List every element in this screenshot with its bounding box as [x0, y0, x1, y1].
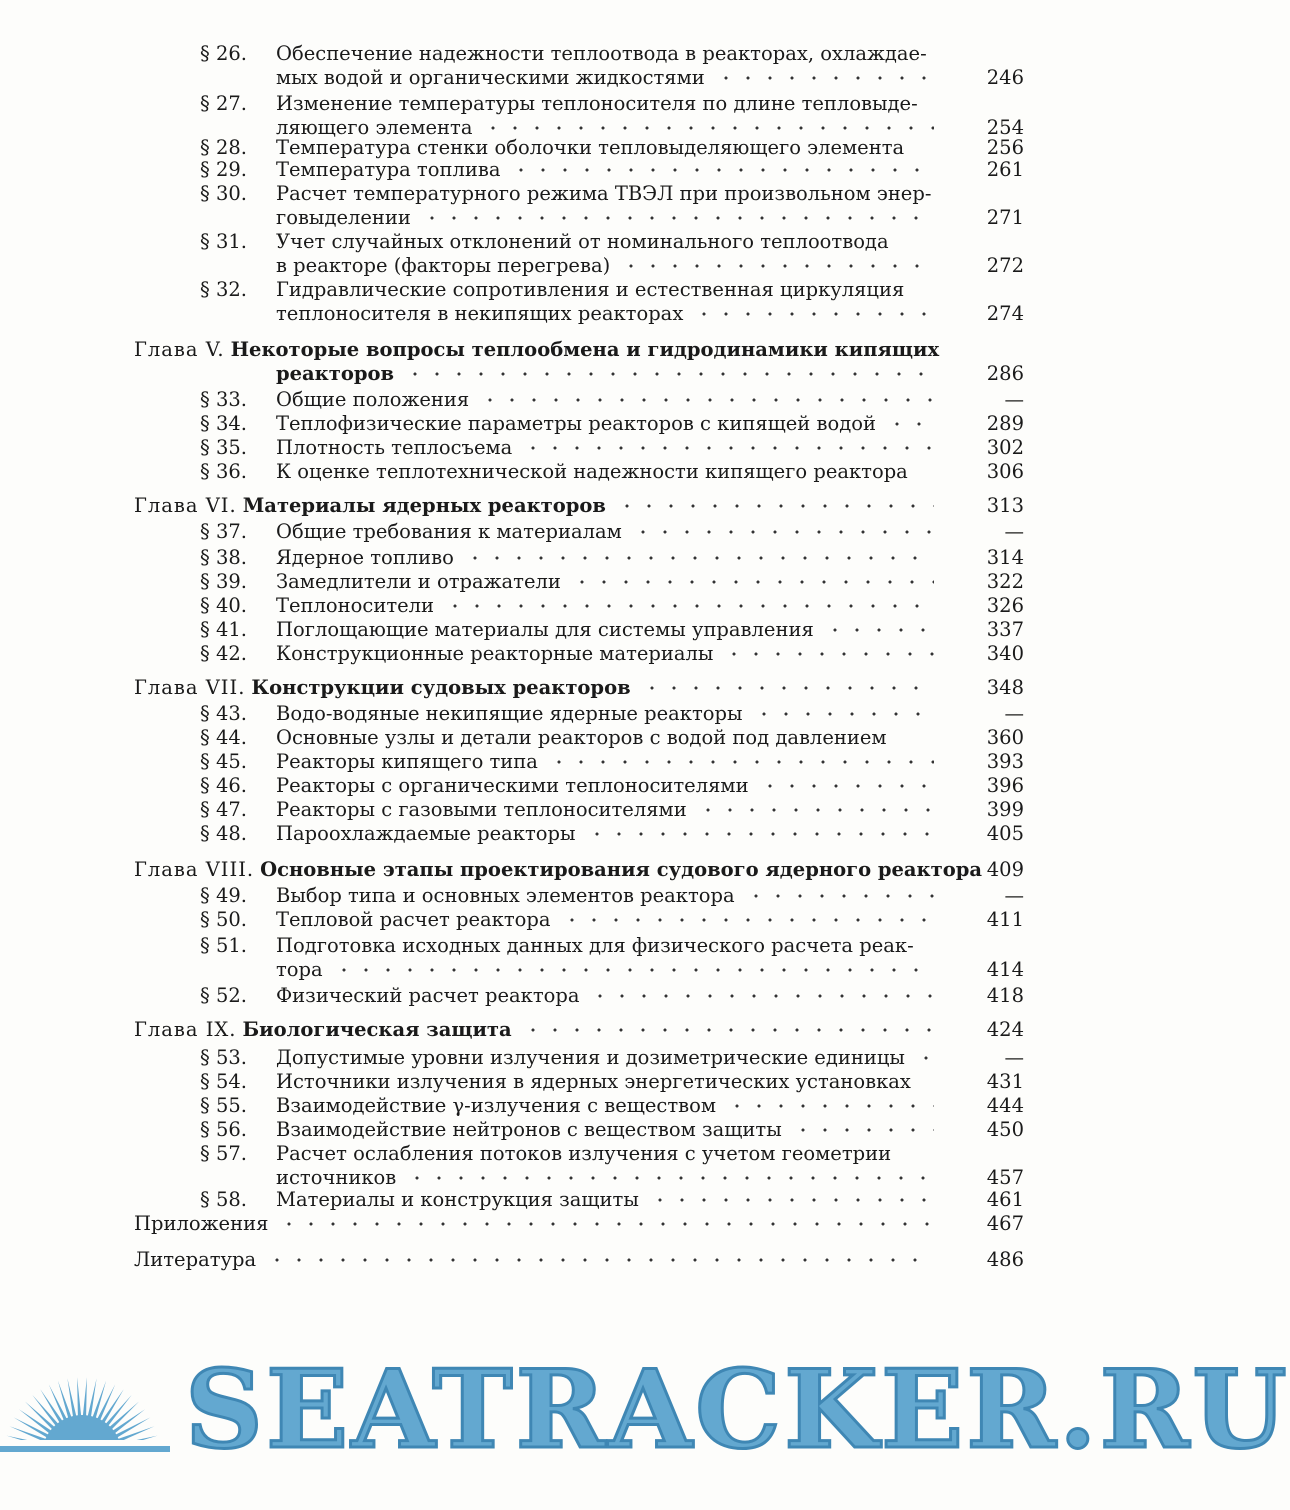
toc-page-number: 254 [986, 116, 1024, 139]
toc-entry [200, 546, 948, 570]
toc-entry [276, 66, 948, 90]
toc-page-number: 393 [986, 750, 1024, 773]
toc-entry [200, 158, 948, 182]
toc-entry-title: источников [276, 1166, 397, 1189]
toc-page-number: — [1004, 1046, 1024, 1069]
dot-leader [522, 1025, 934, 1035]
section-number: § 31. [200, 230, 247, 253]
toc-entry [200, 726, 948, 750]
toc-entry [200, 750, 948, 774]
toc-page-number: 337 [986, 618, 1024, 641]
toc-entry [200, 230, 948, 254]
dot-leader [697, 805, 934, 815]
dot-leader [759, 781, 934, 791]
toc-page-number: 302 [986, 436, 1024, 459]
toc-entry-title: Взаимодействие нейтронов с веществом защиты [276, 1118, 782, 1141]
toc-page-number: — [1004, 702, 1024, 725]
dot-leader [266, 1255, 934, 1265]
dot-leader [586, 829, 934, 839]
toc-entry [200, 1118, 948, 1142]
section-number: § 27. [200, 92, 247, 115]
toc-page-number: 418 [986, 984, 1024, 1007]
toc-entry-title: Допустимые уровни излучения и дозиметрические единицы [276, 1046, 905, 1069]
dot-leader [571, 577, 934, 587]
chapter-label: Глава IX. [134, 1018, 237, 1041]
section-number: § 53. [200, 1046, 247, 1069]
toc-entry [200, 520, 948, 544]
dot-leader [915, 1053, 934, 1063]
toc-page-number: 409 [986, 858, 1024, 881]
section-number: § 44. [200, 726, 247, 749]
toc-page-number: 405 [986, 822, 1024, 845]
toc-entry-title: Взаимодействие γ-излучения с веществом [276, 1094, 717, 1117]
toc-page-number: 444 [986, 1094, 1024, 1117]
toc-entry [134, 338, 948, 362]
dot-leader [715, 73, 934, 83]
dot-leader [479, 395, 934, 405]
section-number: § 42. [200, 642, 247, 665]
toc-page-number: 340 [986, 642, 1024, 665]
section-number: § 47. [200, 798, 247, 821]
toc-entry-title: Реакторы с органическими теплоносителями [276, 774, 749, 797]
section-number: § 28. [200, 136, 247, 159]
toc-entry-title: Источники излучения в ядерных энергетических установках [276, 1070, 911, 1093]
toc-entry-title: Общие требования к материалам [276, 520, 622, 543]
dot-leader [421, 213, 934, 223]
toc-page-number: 461 [986, 1188, 1024, 1211]
dot-leader [792, 1125, 934, 1135]
dot-leader [824, 625, 934, 635]
toc-entry [200, 642, 948, 666]
toc-entry-title: Материалы и конструкция защиты [276, 1188, 639, 1211]
section-number: § 30. [200, 182, 247, 205]
toc-entry-title: Плотность теплосъема [276, 436, 513, 459]
toc-page-number: 360 [986, 726, 1024, 749]
toc-entry [200, 388, 948, 412]
section-number: § 43. [200, 702, 247, 725]
toc-entry-title: Изменение температуры теплоносителя по длине тепловыде- [276, 92, 918, 115]
dot-leader [510, 165, 934, 175]
toc-entry [200, 822, 948, 846]
section-number: § 56. [200, 1118, 247, 1141]
dot-leader [753, 709, 934, 719]
toc-entry-title: говыделении [276, 206, 411, 229]
toc-page-number: 467 [986, 1212, 1024, 1235]
toc-entry-title: ляющего элемента [276, 116, 473, 139]
dot-leader [404, 369, 934, 379]
toc-page-number: 457 [986, 1166, 1024, 1189]
toc-entry-title: Ядерное топливо [276, 546, 454, 569]
dot-leader [548, 757, 934, 767]
toc-entry-title: Физический расчет реактора [276, 984, 580, 1007]
section-number: § 49. [200, 884, 247, 907]
section-number: § 58. [200, 1188, 247, 1211]
dot-leader [444, 601, 934, 611]
toc-entry-title: Теплофизические параметры реакторов с кипящей водой [276, 412, 876, 435]
toc-entry [200, 1070, 948, 1094]
section-number: § 51. [200, 934, 247, 957]
dot-leader [589, 991, 934, 1001]
toc-entry-title: теплоносителя в некипящих реакторах [276, 302, 684, 325]
dot-leader [406, 1173, 934, 1183]
section-number: § 29. [200, 158, 247, 181]
toc-page-number: 411 [986, 908, 1024, 931]
toc-entry-title: Основные этапы проектирования судового ядерного реактора [260, 858, 982, 881]
toc-page-number: 486 [986, 1248, 1024, 1271]
toc-entry-title: в реакторе (факторы перегрева) [276, 254, 611, 277]
toc-page-number: 271 [986, 206, 1024, 229]
toc-entry [200, 1188, 948, 1212]
toc-entry [200, 702, 948, 726]
toc-entry-title: Гидравлические сопротивления и естественная циркуляция [276, 278, 905, 301]
toc-page-number: 306 [986, 460, 1024, 483]
toc-page-number: 326 [986, 594, 1024, 617]
toc-entry-title: Температура стенки оболочки тепловыделяющего элемента [276, 136, 905, 159]
dot-leader [616, 501, 934, 511]
toc-page-number: 261 [986, 158, 1024, 181]
section-number: § 54. [200, 1070, 247, 1093]
toc-entry-title: Теплоносители [276, 594, 435, 617]
toc-entry [200, 42, 948, 66]
toc-page-number: — [1004, 520, 1024, 543]
dot-leader [561, 915, 934, 925]
toc-page-number: 322 [986, 570, 1024, 593]
toc-page-number: 348 [986, 676, 1024, 699]
toc-entry-title: Тепловой расчет реактора [276, 908, 551, 931]
toc-entry-title: Общие положения [276, 388, 470, 411]
toc-page-number: 414 [986, 958, 1024, 981]
toc-entry-title: мых водой и органическими жидкостями [276, 66, 705, 89]
toc-entry-title: Расчет температурного режима ТВЭЛ при произвольном энер- [276, 182, 932, 205]
toc-entry-title: Основные узлы и детали реакторов с водой под давлением [276, 726, 887, 749]
toc-entry [276, 362, 948, 386]
section-number: § 55. [200, 1094, 247, 1117]
toc-entry [200, 1142, 948, 1166]
toc-entry [200, 934, 948, 958]
toc-entry-title: Конструкции судовых реакторов [251, 676, 631, 699]
dot-leader [333, 965, 934, 975]
section-number: § 48. [200, 822, 247, 845]
toc-page-number: 272 [986, 254, 1024, 277]
toc-entry [134, 1212, 948, 1236]
section-number: § 38. [200, 546, 247, 569]
toc-entry [276, 206, 948, 230]
dot-leader [632, 527, 934, 537]
toc-entry [276, 1166, 948, 1190]
chapter-label: Глава VI. [134, 494, 237, 517]
toc-page-number: 286 [986, 362, 1024, 385]
toc-entry-title: Расчет ослабления потоков излучения с учетом геометрии [276, 1142, 892, 1165]
toc-entry-title: Учет случайных отклонений от номинального теплоотвода [276, 230, 889, 253]
toc-entry [200, 618, 948, 642]
section-number: § 41. [200, 618, 247, 641]
toc-entry [134, 494, 948, 518]
toc-entry-title: К оценке теплотехнической надежности кипящего реактора [276, 460, 908, 483]
section-number: § 50. [200, 908, 247, 931]
dot-leader [522, 443, 934, 453]
dot-leader [620, 261, 934, 271]
toc-entry-title: Пароохлаждаемые реакторы [276, 822, 576, 845]
toc-page-number: 431 [986, 1070, 1024, 1093]
toc-entry-title: Реакторы кипящего типа [276, 750, 538, 773]
toc-entry [276, 958, 948, 982]
dot-leader [482, 123, 934, 133]
dot-leader [745, 891, 934, 901]
dot-leader [464, 553, 934, 563]
dot-leader [649, 1195, 934, 1205]
toc-page-number: 424 [986, 1018, 1024, 1041]
toc-entry-title: Водо-водяные некипящие ядерные реакторы [276, 702, 743, 725]
toc-entry-title: Замедлители и отражатели [276, 570, 561, 593]
section-number: § 39. [200, 570, 247, 593]
toc-page-number: 314 [986, 546, 1024, 569]
toc-entry-title: Поглощающие материалы для системы управления [276, 618, 814, 641]
dot-leader [278, 1219, 934, 1229]
toc-page-number: — [1004, 388, 1024, 411]
toc-entry-title: реакторов [276, 362, 395, 385]
section-number: § 34. [200, 412, 247, 435]
toc-page-number: 399 [986, 798, 1024, 821]
section-number: § 57. [200, 1142, 247, 1165]
toc-entry-title: Реакторы с газовыми теплоносителями [276, 798, 687, 821]
toc-entry [200, 1046, 948, 1070]
toc-entry [200, 460, 948, 484]
toc-entry [200, 92, 948, 116]
chapter-label: Глава VIII. [134, 858, 255, 881]
toc-entry [200, 412, 948, 436]
toc-page-number: 450 [986, 1118, 1024, 1141]
dot-leader [641, 683, 934, 693]
toc-page-number: 256 [986, 136, 1024, 159]
toc-entry-title: Литература [134, 1248, 257, 1271]
toc-entry-title: Некоторые вопросы теплообмена и гидродинамики кипящих [230, 338, 940, 361]
toc-page-number: 289 [986, 412, 1024, 435]
section-number: § 32. [200, 278, 247, 301]
toc-page-number: 246 [986, 66, 1024, 89]
section-number: § 45. [200, 750, 247, 773]
toc-entry [276, 254, 948, 278]
toc-entry-title: тора [276, 958, 323, 981]
section-number: § 52. [200, 984, 247, 1007]
toc-entry [200, 594, 948, 618]
toc-page-number: — [1004, 884, 1024, 907]
watermark-logo: SEATRACKER.RU [185, 1347, 1290, 1473]
dot-leader [886, 419, 934, 429]
toc-entry-title: Конструкционные реакторные материалы [276, 642, 714, 665]
toc-entry [276, 302, 948, 326]
toc-entry [200, 182, 948, 206]
toc-page-number: 313 [986, 494, 1024, 517]
toc-entry [200, 136, 948, 160]
toc-page-number: 274 [986, 302, 1024, 325]
toc-entry [200, 908, 948, 932]
toc-entry [200, 984, 948, 1008]
toc-entry [134, 858, 982, 882]
toc-entry [200, 884, 948, 908]
dot-leader [693, 309, 934, 319]
section-number: § 35. [200, 436, 247, 459]
dot-leader [723, 649, 934, 659]
toc-entry [134, 1018, 948, 1042]
toc-entry-title: Приложения [134, 1212, 269, 1235]
toc-entry-title: Обеспечение надежности теплоотвода в реакторах, охлаждае- [276, 42, 927, 65]
toc-entry [200, 436, 948, 460]
toc-entry [200, 774, 948, 798]
toc-entry [134, 676, 948, 700]
section-number: § 46. [200, 774, 247, 797]
toc-entry-title: Биологическая защита [242, 1018, 512, 1041]
section-number: § 37. [200, 520, 247, 543]
toc-entry-title: Материалы ядерных реакторов [242, 494, 606, 517]
section-number: § 33. [200, 388, 247, 411]
section-number: § 40. [200, 594, 247, 617]
toc-page-number: 396 [986, 774, 1024, 797]
chapter-label: Глава V. [134, 338, 225, 361]
toc-entry-title: Температура топлива [276, 158, 501, 181]
chapter-label: Глава VII. [134, 676, 246, 699]
toc-entry-title: Подготовка исходных данных для физического расчета реак- [276, 934, 914, 957]
toc-entry-title: Выбор типа и основных элементов реактора [276, 884, 735, 907]
section-number: § 26. [200, 42, 247, 65]
toc-entry [134, 1248, 948, 1272]
toc-entry [200, 570, 948, 594]
dot-leader [726, 1101, 934, 1111]
toc-entry [200, 798, 948, 822]
toc-entry [200, 1094, 948, 1118]
toc-entry [200, 278, 948, 302]
section-number: § 36. [200, 460, 247, 483]
